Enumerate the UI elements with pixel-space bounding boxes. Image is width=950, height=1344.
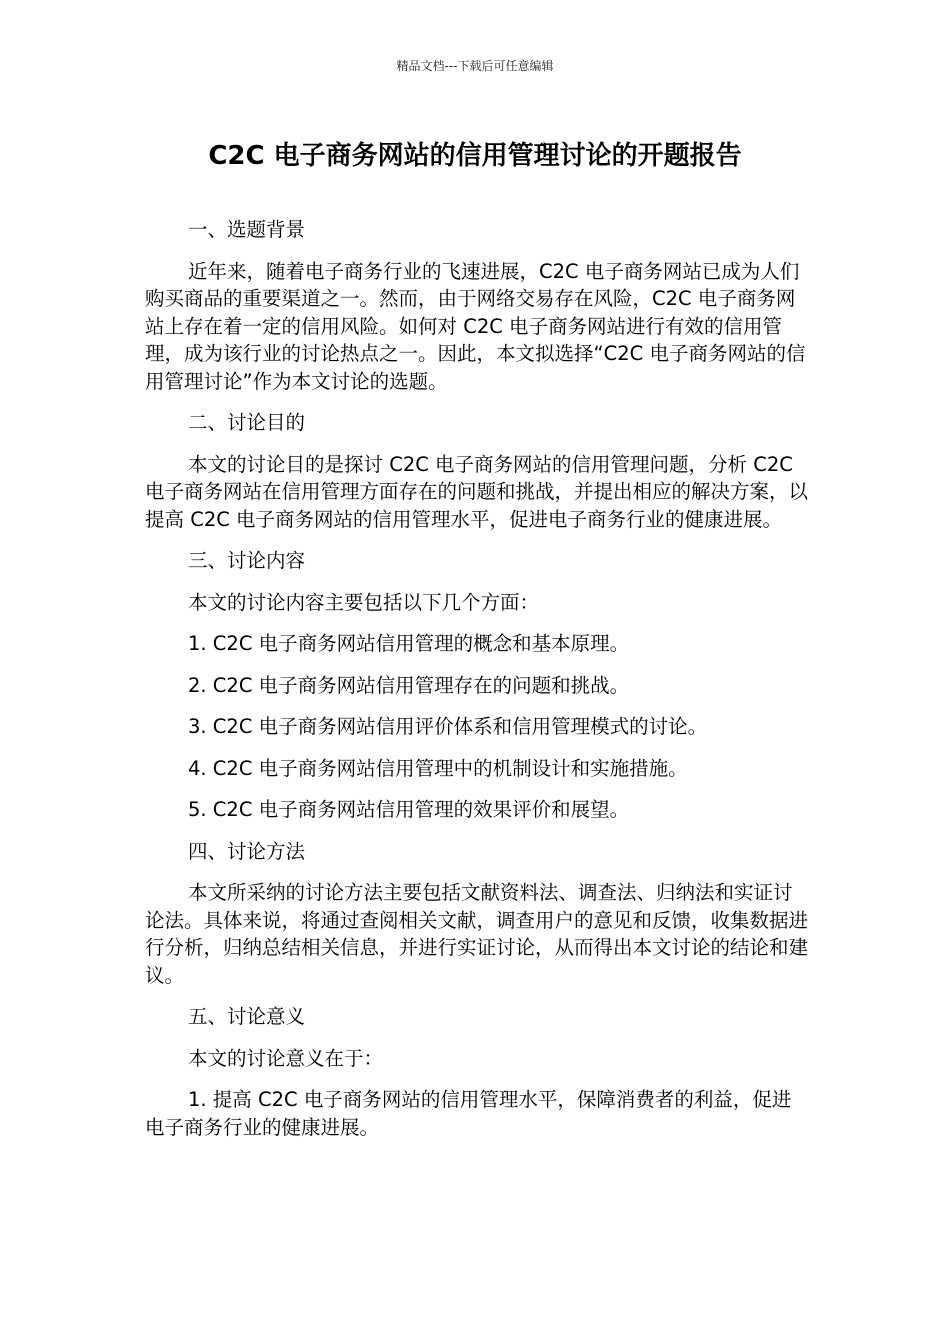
paragraph-background: 近年来，随着电子商务行业的飞速进展，C2C 电子商务网站已成为人们购买商品的重要渠道之一。然而，由于网络交易存在风险，C2C 电子商务网站上存在着一定的信用风险。如何对 C2C 电子商务网站进行有效的信用管理，成为该行业的讨论热点之一。因此，本文拟选择“C2C 电子商务网站的信用管理讨论”作为本文讨论的选题。	[145, 259, 806, 393]
section-heading-content: 三、讨论内容	[188, 549, 306, 572]
list-item: 1. 提高 C2C 电子商务网站的信用管理水平，保障消费者的利益，促进电子商务行业的健康进展。	[145, 1088, 792, 1139]
section-heading-significance: 五、讨论意义	[188, 1005, 306, 1028]
paragraph-content-intro: 本文的讨论内容主要包括以下几个方面：	[188, 590, 540, 614]
list-item: 1. C2C 电子商务网站信用管理的概念和基本原理。	[188, 632, 630, 655]
document-body	[145, 216, 810, 1155]
section-heading-method: 四、讨论方法	[188, 839, 306, 863]
paragraph-purpose: 本文的讨论目的是探讨 C2C 电子商务网站的信用管理问题，分析 C2C 电子商务网站在信用管理方面存在的问题和挑战，并提出相应的解决方案，以提高 C2C 电子商务网站的信用管理水平，促进电子商务行业的健康进展。	[145, 452, 809, 531]
section-heading-purpose: 二、讨论目的	[188, 411, 306, 434]
list-item: 4. C2C 电子商务网站信用管理中的机制设计和实施措施。	[188, 756, 688, 780]
paragraph-significance-intro: 本文的讨论意义在于：	[188, 1046, 384, 1070]
list-item: 5. C2C 电子商务网站信用管理的效果评价和展望。	[188, 798, 630, 821]
list-item: 3. C2C 电子商务网站信用评价体系和信用管理模式的讨论。	[188, 715, 708, 738]
list-item: 2. C2C 电子商务网站信用管理存在的问题和挑战。	[188, 673, 630, 697]
header-note: 精品文档---下载后可任意编辑	[396, 59, 554, 73]
paragraph-method: 本文所采纳的讨论方法主要包括文献资料法、调查法、归纳法和实证讨论法。具体来说，将通过查阅相关文献，调查用户的意见和反馈，收集数据进行分析，归纳总结相关信息，并进行实证讨论，从而得出本文讨论的结论和建议。	[145, 881, 809, 987]
document-title: C2C 电子商务网站的信用管理讨论的开题报告	[208, 141, 742, 171]
section-heading-background: 一、选题背景	[188, 218, 306, 241]
